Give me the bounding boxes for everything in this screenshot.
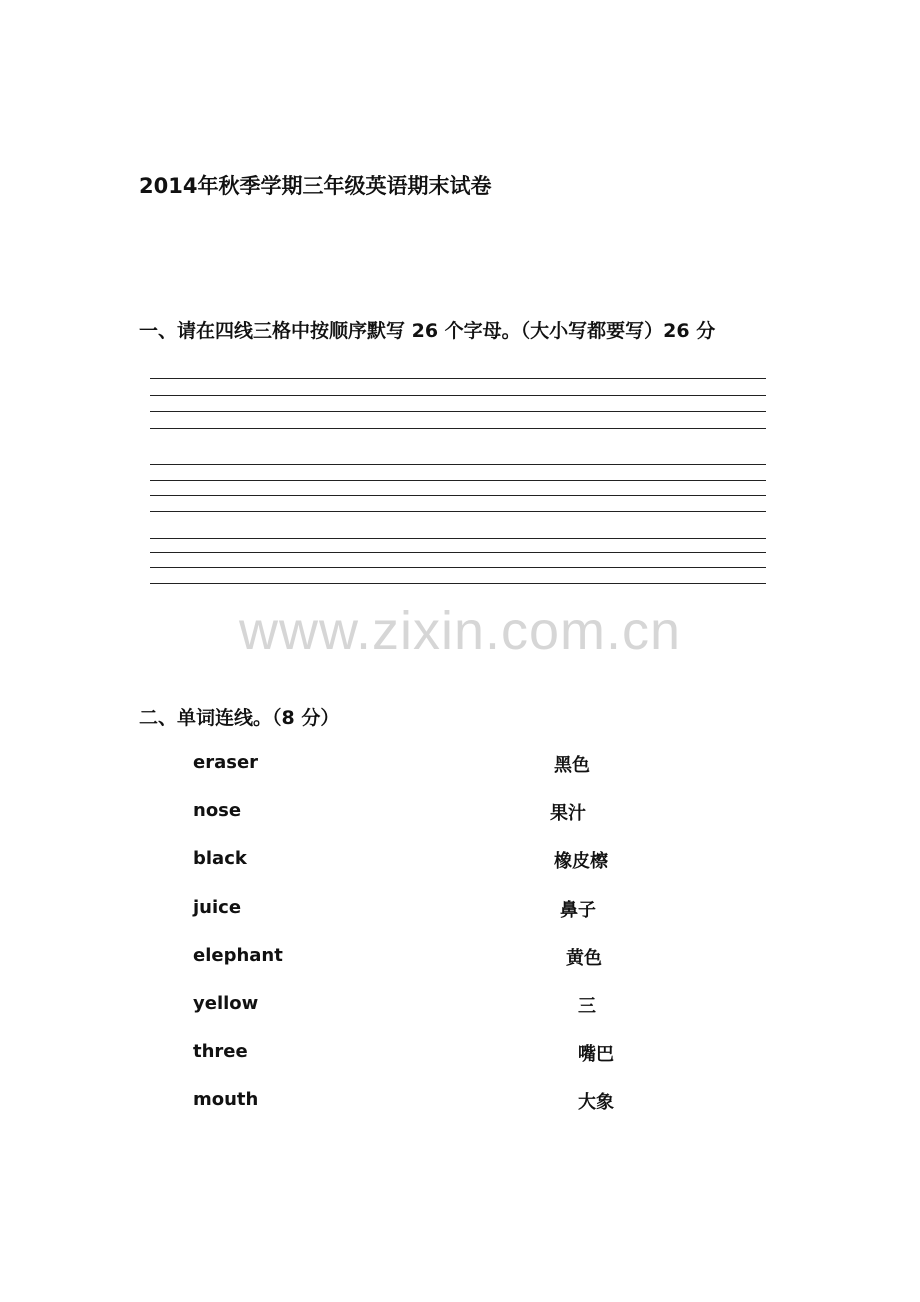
grid-line — [150, 538, 766, 539]
word-yellow: yellow — [193, 993, 259, 1014]
grid-line — [150, 511, 766, 512]
word-juice: juice — [193, 897, 242, 918]
watermark: www.zixin.com.cn — [238, 601, 682, 661]
meaning-nose: 鼻子 — [560, 900, 596, 921]
page-title: 2014年秋季学期三年级英语期末试卷 — [139, 174, 492, 198]
meaning-elephant: 大象 — [578, 1092, 614, 1113]
grid-line — [150, 495, 766, 496]
writing-grid-1 — [150, 378, 766, 430]
word-nose: nose — [193, 800, 242, 821]
grid-line — [150, 428, 766, 429]
grid-line — [150, 395, 766, 396]
grid-line — [150, 480, 766, 481]
section2-heading: 二、单词连线。（8 分） — [139, 707, 340, 729]
word-eraser: eraser — [193, 752, 259, 773]
meaning-juice: 果汁 — [550, 803, 586, 824]
grid-line — [150, 411, 766, 412]
section1-heading: 一、请在四线三格中按顺序默写 26 个字母。（大小写都要写）26 分 — [139, 320, 716, 342]
meaning-eraser: 橡皮檫 — [554, 851, 608, 872]
writing-grid-3 — [150, 538, 766, 590]
meaning-yellow: 黄色 — [566, 948, 602, 969]
word-mouth: mouth — [193, 1089, 259, 1110]
grid-line — [150, 464, 766, 465]
grid-line — [150, 567, 766, 568]
grid-line — [150, 583, 766, 584]
word-black: black — [193, 848, 247, 869]
grid-line — [150, 378, 766, 379]
word-elephant: elephant — [193, 945, 283, 966]
meaning-mouth: 嘴巴 — [578, 1044, 614, 1065]
meaning-black: 黑色 — [554, 755, 590, 776]
writing-grid-2 — [150, 464, 766, 516]
word-three: three — [193, 1041, 248, 1062]
grid-line — [150, 552, 766, 553]
meaning-three: 三 — [578, 996, 596, 1017]
